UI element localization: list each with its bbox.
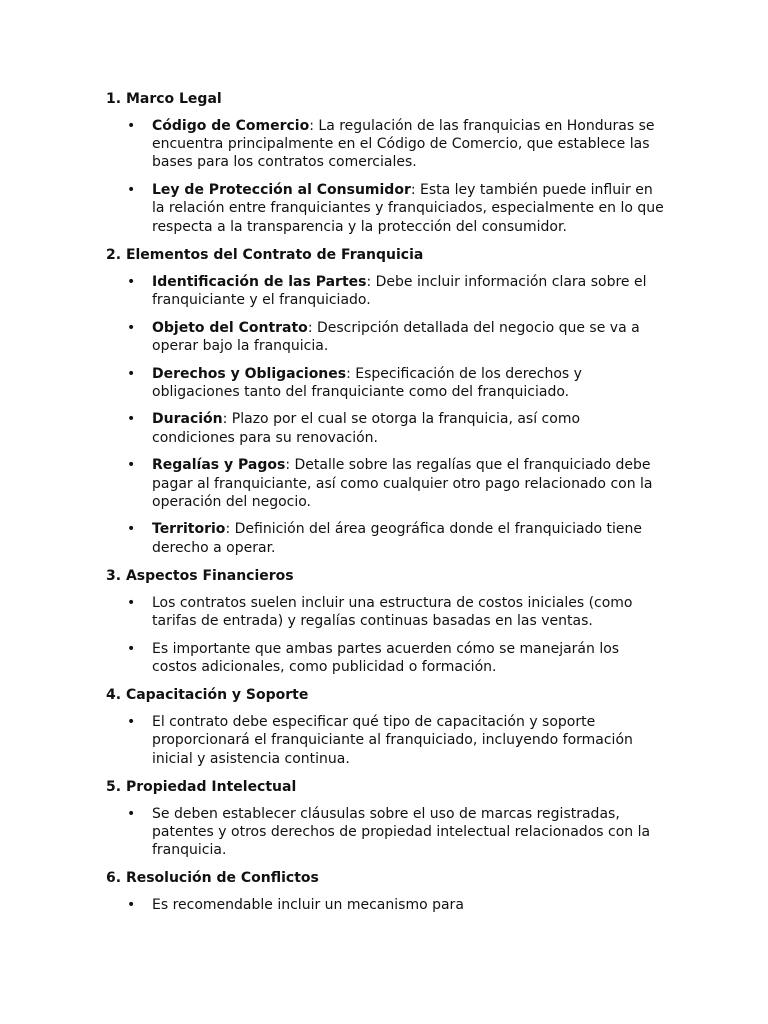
item-text: Plazo por el cual se otorga la franquicia, así como condiciones para su renovación. xyxy=(152,411,581,446)
section-heading xyxy=(106,686,666,704)
section-number: 3. xyxy=(106,567,122,584)
item-term: Derechos y Obligaciones xyxy=(152,365,347,382)
list-item xyxy=(106,319,666,355)
section-title: Elementos del Contrato de Franquicia xyxy=(125,246,424,263)
item-text: Descripción detallada del negocio que se va a operar bajo la franquicia. xyxy=(152,319,640,354)
item-term: Regalías y Pagos xyxy=(152,457,286,474)
list-item xyxy=(106,896,666,914)
bullet-icon: • xyxy=(127,182,136,199)
bullet-icon: • xyxy=(127,594,136,611)
section-heading xyxy=(106,90,666,108)
item-text: Detalle sobre las regalías que el franquiciado debe pagar al franquiciante, así como cualquier otro pago relacionado con la operación del negocio. xyxy=(152,457,653,510)
item-term: Territorio xyxy=(152,521,226,538)
bullet-icon: • xyxy=(127,714,136,731)
bullet-icon: • xyxy=(127,411,136,428)
bullet-icon: • xyxy=(127,805,136,822)
bullet-list xyxy=(106,805,666,860)
section-title: Propiedad Intelectual xyxy=(125,778,297,795)
item-text: Es importante que ambas partes acuerden cómo se manejarán los costos adicionales, como publicidad o formación. xyxy=(152,640,620,675)
section-heading xyxy=(106,778,666,796)
bullet-list xyxy=(106,594,666,676)
bullet-icon: • xyxy=(127,897,136,914)
list-item xyxy=(106,520,666,556)
list-item xyxy=(106,594,666,630)
list-item xyxy=(106,365,666,401)
section-marco-legal xyxy=(106,90,666,236)
list-item xyxy=(106,805,666,860)
list-item xyxy=(106,181,666,236)
bullet-list xyxy=(106,273,666,557)
item-separator: : xyxy=(346,365,351,382)
bullet-list xyxy=(106,896,666,914)
section-elementos-contrato xyxy=(106,246,666,557)
item-text: Es recomendable incluir un mecanismo para xyxy=(152,897,464,914)
item-separator: : xyxy=(285,457,291,474)
section-heading xyxy=(106,869,666,887)
section-number: 4. xyxy=(106,687,122,704)
item-separator: : xyxy=(366,273,372,290)
list-item xyxy=(106,273,666,309)
section-number: 1. xyxy=(106,91,122,107)
item-separator: : xyxy=(307,319,313,336)
bullet-icon: • xyxy=(127,118,136,134)
bullet-icon: • xyxy=(127,457,136,474)
list-item xyxy=(106,640,666,676)
section-heading xyxy=(106,246,666,264)
section-number: 2. xyxy=(106,246,122,263)
bullet-list xyxy=(106,713,666,768)
bullet-icon: • xyxy=(127,521,136,538)
document-page xyxy=(106,90,666,925)
bullet-icon: • xyxy=(127,273,136,290)
item-separator: : xyxy=(410,182,416,199)
item-separator: : xyxy=(222,411,228,428)
bullet-list xyxy=(106,117,666,236)
section-propiedad-intelectual xyxy=(106,778,666,860)
item-term: Duración xyxy=(152,411,223,428)
item-term: Ley de Protección al Consumidor xyxy=(152,182,411,199)
section-title: Aspectos Financieros xyxy=(125,567,294,584)
item-text: Se deben establecer cláusulas sobre el uso de marcas registradas, patentes y otros derechos de propiedad intelectual relacionados con la franquicia. xyxy=(152,805,651,859)
item-term: Objeto del Contrato xyxy=(152,319,308,336)
section-aspectos-financieros xyxy=(106,567,666,676)
item-term: Código de Comercio xyxy=(152,118,310,134)
item-term: Identificación de las Partes xyxy=(152,273,367,290)
item-text: Debe incluir información clara sobre el franquiciante y el franquiciado. xyxy=(152,273,647,308)
item-text: Especificación de los derechos y obligaciones tanto del franquiciante como del franquiciado. xyxy=(152,365,582,400)
bullet-icon: • xyxy=(127,319,136,336)
item-separator: : xyxy=(309,118,314,134)
bullet-icon: • xyxy=(127,640,136,657)
item-text: Esta ley también puede influir en la relación entre franquiciantes y franquiciados, especialmente en lo que respecta a la transparencia y la protección del consumidor. xyxy=(152,182,664,235)
section-number: 5. xyxy=(106,778,122,795)
item-text: Los contratos suelen incluir una estructura de costos iniciales (como tarifas de entrada) y regalías continuas basadas en las ventas. xyxy=(152,594,633,630)
list-item xyxy=(106,713,666,768)
list-item xyxy=(106,117,666,172)
section-heading xyxy=(106,567,666,585)
section-title: Marco Legal xyxy=(125,91,222,107)
section-number: 6. xyxy=(106,870,122,887)
list-item xyxy=(106,410,666,446)
item-text: El contrato debe especificar qué tipo de capacitación y soporte proporcionará el franquiciante al franquiciado, incluyendo formación inicial y asistencia continua. xyxy=(152,714,633,767)
section-capacitacion-soporte xyxy=(106,686,666,768)
item-text: Definición del área geográfica donde el franquiciado tiene derecho a operar. xyxy=(152,521,642,556)
bullet-icon: • xyxy=(127,365,136,382)
section-title: Capacitación y Soporte xyxy=(125,687,309,704)
section-resolucion-conflictos xyxy=(106,869,666,914)
item-separator: : xyxy=(225,521,231,538)
item-text: La regulación de las franquicias en Honduras se encuentra principalmente en el Código de Comercio, que establece las bases para los contratos comerciales. xyxy=(152,118,655,171)
list-item xyxy=(106,456,666,511)
section-title: Resolución de Conflictos xyxy=(125,870,319,887)
